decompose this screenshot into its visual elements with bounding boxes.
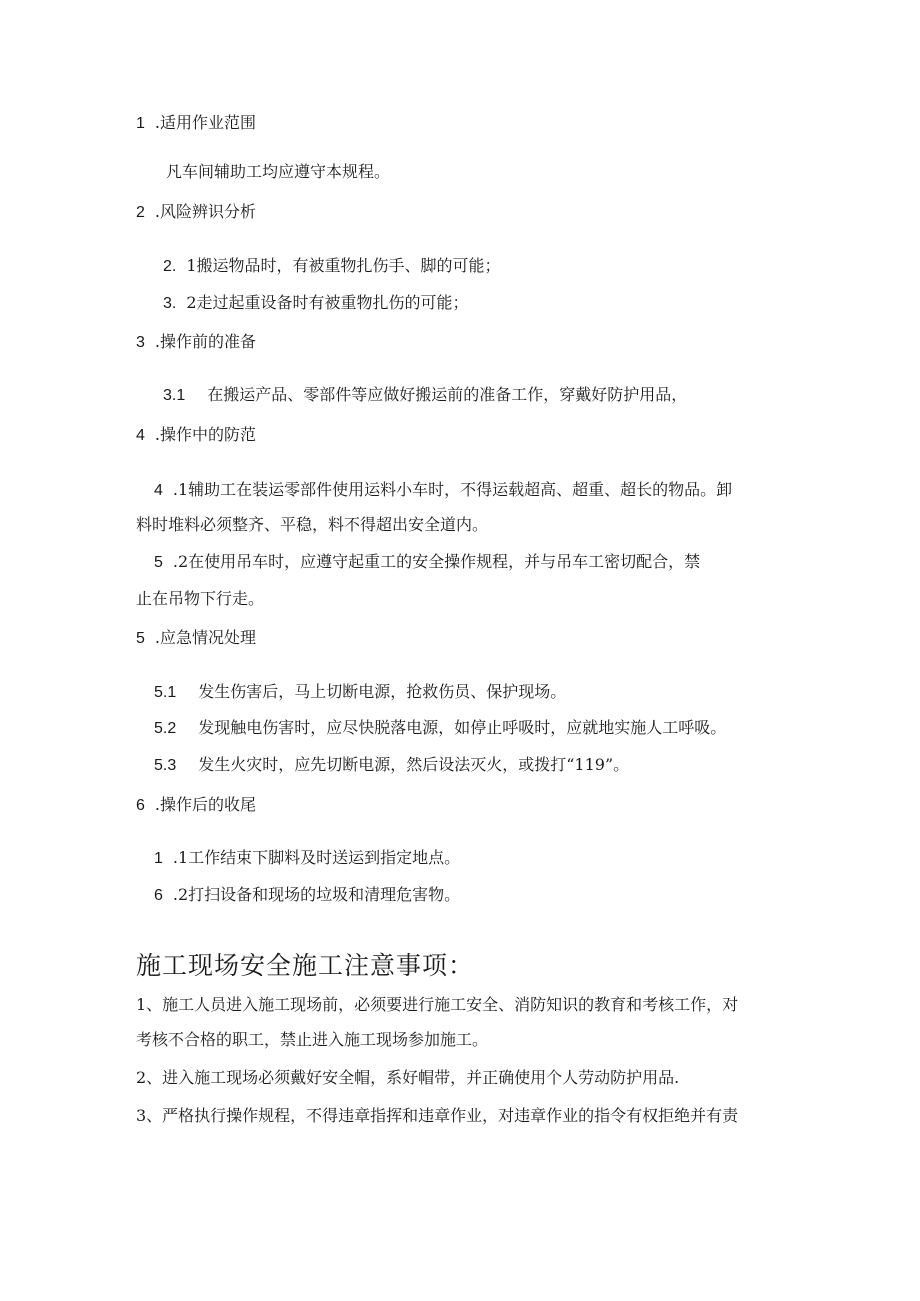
section-4-item-number: 4 — [154, 482, 163, 499]
section-2-title: .风险辨识分析 — [154, 202, 256, 221]
section-4-item — [154, 480, 732, 501]
section-3-title: .操作前的准备 — [154, 332, 256, 351]
section-4-item-text: .1辅助工在装运零部件使用运料小车时，不得运载超高、超重、超长的物品。卸 — [172, 480, 733, 499]
section-6-item — [154, 848, 460, 869]
notice-item: 2、进入施工现场必须戴好安全帽，系好帽带，并正确使用个人劳动防护用品. — [136, 1068, 680, 1087]
section-5-item — [154, 682, 566, 703]
section-5-item-number: 5.2 — [154, 720, 177, 737]
section-6-heading — [136, 795, 256, 816]
section-6-item — [154, 885, 460, 906]
section-2-item-text: 1搬运物品时，有被重物扎伤手、脚的可能； — [186, 256, 501, 275]
section-5-item-text: 发现触电伤害时，应尽快脱落电源，如停止呼吸时，应就地实施人工呼吸。 — [198, 718, 727, 737]
section-3-heading — [136, 332, 256, 353]
section-4-item-continuation: 料时堆料必须整齐、平稳，料不得超出安全道内。 — [136, 515, 489, 534]
section-2-item — [163, 293, 469, 314]
section-4-item-continuation: 止在吊物下行走。 — [136, 589, 265, 608]
section-4-heading — [136, 425, 256, 446]
section-2-item-number: 3. — [163, 295, 177, 312]
notice-item-continuation: 考核不合格的职工，禁止进入施工现场参加施工。 — [136, 1030, 489, 1049]
section-5-item-number: 5.3 — [154, 757, 177, 774]
section-1-body: 凡车间辅助工均应遵守本规程。 — [166, 162, 391, 181]
section-4-title: .操作中的防范 — [154, 425, 256, 444]
section-5-title: .应急情况处理 — [154, 628, 256, 647]
section-1-heading — [136, 113, 256, 134]
section-5-item-text: 发生伤害后，马上切断电源，抢救伤员、保护现场。 — [198, 682, 567, 701]
section-2-item-number: 2. — [163, 258, 177, 275]
section-3-item — [163, 385, 687, 406]
section-3-item-number: 3.1 — [163, 387, 186, 404]
section-3-item-text: 在搬运产品、零部件等应做好搬运前的准备工作，穿戴好防护用品， — [207, 385, 688, 404]
notice-item: 1、施工人员进入施工现场前，必须要进行施工安全、消防知识的教育和考核工作，对 — [136, 995, 739, 1014]
section-4-item-text: .2在使用吊车时，应遵守起重工的安全操作规程，并与吊车工密切配合，禁 — [172, 552, 701, 571]
section-3-number: 3 — [136, 334, 145, 351]
section-2-item — [163, 256, 501, 277]
section-4-item — [154, 552, 700, 573]
section-4-item-number: 5 — [154, 554, 163, 571]
section-5-item — [154, 755, 629, 776]
section-5-heading — [136, 628, 256, 649]
section-2-item-text: 2走过起重设备时有被重物扎伤的可能； — [186, 293, 469, 312]
section-6-item-number: 1 — [154, 850, 163, 867]
section-1-title: .适用作业范围 — [154, 113, 256, 132]
section-6-item-text: .1工作结束下脚料及时送运到指定地点。 — [172, 848, 461, 867]
section-1-number: 1 — [136, 115, 145, 132]
section-5-item-text: 发生火灾时，应先切断电源，然后设法灭火，或拨打“119”。 — [198, 755, 630, 774]
notice-item: 3、严格执行操作规程，不得违章指挥和违章作业，对违章作业的指令有权拒绝并有责 — [136, 1106, 739, 1125]
notice-title: 施工现场安全施工注意事项： — [136, 951, 475, 980]
section-4-number: 4 — [136, 427, 145, 444]
section-6-item-text: .2打扫设备和现场的垃圾和清理危害物。 — [172, 885, 461, 904]
section-6-item-number: 6 — [154, 887, 163, 904]
section-5-number: 5 — [136, 630, 145, 647]
section-6-title: .操作后的收尾 — [154, 795, 256, 814]
section-5-item-number: 5.1 — [154, 684, 177, 701]
section-5-item — [154, 718, 726, 739]
section-2-heading — [136, 202, 256, 223]
section-2-number: 2 — [136, 204, 145, 221]
section-6-number: 6 — [136, 797, 145, 814]
